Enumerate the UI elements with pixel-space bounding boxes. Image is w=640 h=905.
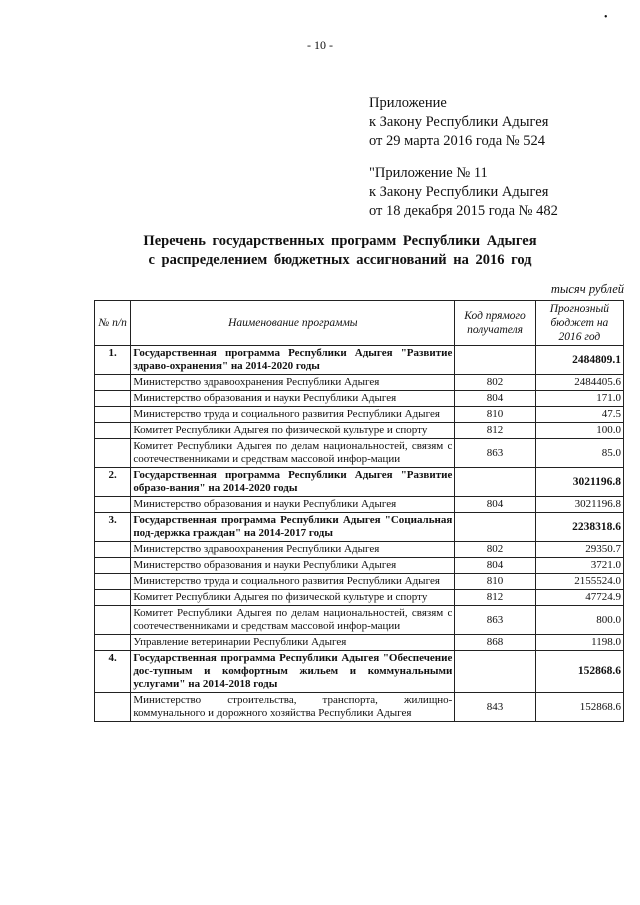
annex-current [369,94,548,151]
cell-amount: 85.0 [535,439,623,468]
cell-code [455,513,535,542]
annex-line: от 18 декабря 2015 года № 482 [369,203,558,219]
cell-no [95,606,131,635]
cell-amount: 3021196.8 [535,497,623,513]
cell-code: 804 [455,391,535,407]
units-label: тысяч рублей [550,282,624,296]
cell-no: 4. [95,651,131,693]
cell-name: Государственная программа Республики Адыгея "Социальная под-держка граждан" на 2014-2017 годы [131,513,455,542]
cell-no [95,497,131,513]
cell-amount: 3721.0 [535,558,623,574]
cell-no: 2. [95,468,131,497]
recipient-row [95,574,624,590]
cell-amount: 2484405.6 [535,375,623,391]
cell-no [95,590,131,606]
title-line: Перечень государственных программ Республики Адыгея [143,233,537,249]
cell-code: 812 [455,423,535,439]
cell-code: 802 [455,542,535,558]
cell-no [95,391,131,407]
cell-no: 3. [95,513,131,542]
cell-amount: 171.0 [535,391,623,407]
cell-no [95,375,131,391]
program-row [95,468,624,497]
cell-code: 810 [455,407,535,423]
recipient-row [95,558,624,574]
annex-line: к Закону Республики Адыгея [369,184,549,200]
annex-line: от 29 марта 2016 года № 524 [369,133,545,149]
cell-code: 812 [455,590,535,606]
annex-line: Приложение [369,95,447,111]
recipient-row [95,542,624,558]
cell-no [95,574,131,590]
cell-name: Министерство образования и науки Республики Адыгея [131,391,455,407]
cell-no [95,439,131,468]
recipient-row [95,407,624,423]
cell-name: Государственная программа Республики Адыгея "Обеспечение дос-тупным и комфортным жильем и коммунальными услугами" на 2014-2018 годы [131,651,455,693]
cell-name: Комитет Республики Адыгея по делам национальностей, связям с соотечественниками и средствам массовой инфор-мации [131,606,455,635]
document-title [90,232,590,270]
program-row [95,346,624,375]
cell-code: 804 [455,497,535,513]
recipient-row [95,423,624,439]
cell-name: Министерство образования и науки Республики Адыгея [131,497,455,513]
cell-name: Министерство строительства, транспорта, жилищно-коммунального и дорожного хозяйства Республики Адыгея [131,693,455,722]
budget-table [94,300,624,722]
cell-name: Министерство здравоохранения Республики Адыгея [131,375,455,391]
cell-code [455,468,535,497]
recipient-row [95,391,624,407]
recipient-row [95,635,624,651]
program-row [95,513,624,542]
cell-amount: 47.5 [535,407,623,423]
cell-code: 868 [455,635,535,651]
cell-name: Государственная программа Республики Адыгея "Развитие образо-вания" на 2014-2020 годы [131,468,455,497]
cell-name: Комитет Республики Адыгея по физической культуре и спорту [131,423,455,439]
cell-no [95,407,131,423]
cell-code: 810 [455,574,535,590]
cell-name: Министерство здравоохранения Республики Адыгея [131,542,455,558]
annex-line: "Приложение № 11 [369,165,488,181]
cell-amount: 2484809.1 [535,346,623,375]
cell-name: Министерство образования и науки Республики Адыгея [131,558,455,574]
cell-code: 804 [455,558,535,574]
cell-amount: 100.0 [535,423,623,439]
cell-name: Комитет Республики Адыгея по физической культуре и спорту [131,590,455,606]
table-header-row [95,301,624,346]
recipient-row [95,439,624,468]
recipient-row [95,590,624,606]
cell-name: Государственная программа Республики Адыгея "Развитие здраво-охранения" на 2014-2020 годы [131,346,455,375]
cell-code [455,651,535,693]
cell-name: Управление ветеринарии Республики Адыгея [131,635,455,651]
program-row [95,651,624,693]
cell-amount: 152868.6 [535,693,623,722]
cell-no: 1. [95,346,131,375]
annex-original [369,164,558,221]
cell-name: Министерство труда и социального развития Республики Адыгея [131,407,455,423]
cell-code: 863 [455,439,535,468]
cell-amount: 2155524.0 [535,574,623,590]
cell-name: Комитет Республики Адыгея по делам национальностей, связям с соотечественниками и средствам массовой инфор-мации [131,439,455,468]
recipient-row [95,693,624,722]
header-name: Наименование программы [131,301,455,346]
cell-no [95,542,131,558]
cell-amount: 3021196.8 [535,468,623,497]
cell-amount: 47724.9 [535,590,623,606]
header-code: Код прямого получателя [455,301,535,346]
cell-code: 802 [455,375,535,391]
cell-amount: 1198.0 [535,635,623,651]
cell-no [95,558,131,574]
cell-no [95,423,131,439]
scan-dot: • [604,12,608,23]
recipient-row [95,497,624,513]
cell-amount: 29350.7 [535,542,623,558]
cell-code [455,346,535,375]
cell-amount: 152868.6 [535,651,623,693]
cell-code: 843 [455,693,535,722]
annex-line: к Закону Республики Адыгея [369,114,549,130]
cell-amount: 2238318.6 [535,513,623,542]
cell-amount: 800.0 [535,606,623,635]
page-number: - 10 - [307,38,333,52]
header-no: № п/п [95,301,131,346]
title-line: с распределением бюджетных ассигнований на 2016 год [148,252,532,268]
cell-no [95,693,131,722]
cell-name: Министерство труда и социального развития Республики Адыгея [131,574,455,590]
cell-code: 863 [455,606,535,635]
recipient-row [95,606,624,635]
recipient-row [95,375,624,391]
header-budget: Прогнозный бюджет на 2016 год [535,301,623,346]
cell-no [95,635,131,651]
